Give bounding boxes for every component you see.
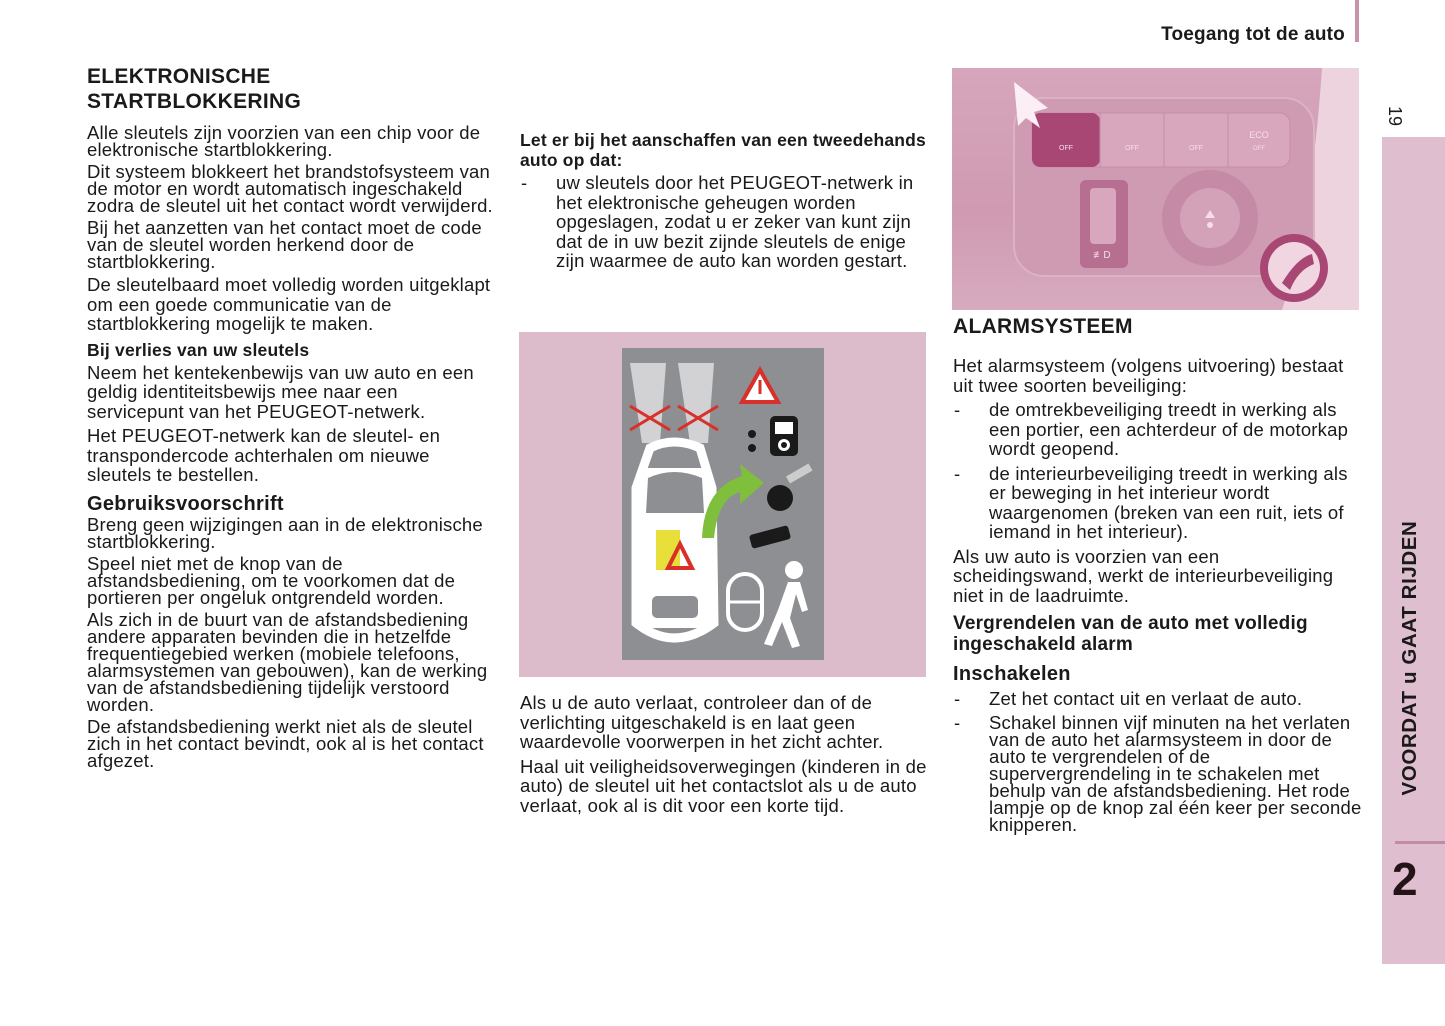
leaving-car-graphic <box>622 348 824 660</box>
dash-bullet: - <box>954 711 961 733</box>
title-line-1: ELEKTRONISCHE <box>87 65 271 88</box>
svg-text:≢D: ≢D <box>1093 250 1111 261</box>
usb-stick-icon <box>749 525 791 549</box>
dash-bullet: - <box>954 688 961 709</box>
paragraph: Neem het kentekenbewijs van uw auto en een geldig identiteitsbewijs mee naar een servicepunt van het PEUGEOT-netwerk. <box>87 361 474 422</box>
headlight-beam-icon <box>678 363 714 443</box>
column-startblokkering <box>87 64 497 774</box>
section-title-startblokkering <box>87 64 497 114</box>
dash-bullet: - <box>954 399 961 420</box>
chapter-number: 2 <box>1392 853 1418 905</box>
car-key-icon <box>767 485 793 511</box>
list-item <box>953 400 1363 459</box>
title-line-2: STARTBLOKKERING <box>87 90 302 113</box>
column-notice <box>520 130 930 276</box>
section-title-alarm: ALARMSYSTEEM <box>953 315 1133 338</box>
chapter-tab-rule <box>1395 841 1445 844</box>
chapter-tab-label <box>1385 490 1435 825</box>
paragraph: Als uw auto is voorzien van een scheidingswand, werkt de interieurbeveiliging niet in de laadruimte. <box>953 545 1334 606</box>
list-item <box>520 173 930 271</box>
headlight-beam-icon <box>630 363 666 443</box>
column-leaving-car <box>520 693 930 820</box>
notice-heading: Let er bij het aanschaffen van een tweedehands auto op dat: <box>520 130 926 170</box>
paragraph: Als u de auto verlaat, controleer dan of de verlichting uitgeschakeld is en laat geen waardevolle voorwerpen in het zicht achter. <box>520 692 884 752</box>
subheading-usage: Gebruiksvoorschrift <box>87 492 284 515</box>
list-item <box>953 464 1363 542</box>
paragraph: Bij het aanzetten van het contact moet de code van de sleutel worden herkend door de startblokkering. <box>87 217 482 272</box>
paragraph: De afstandsbediening werkt niet als de sleutel zich in het contact bevindt, ook al is het contact afgezet. <box>87 715 484 771</box>
dash-bullet: - <box>521 172 528 193</box>
alarm-types-list <box>953 400 1363 542</box>
list-item-text: Zet het contact uit en verlaat de auto. <box>989 688 1303 709</box>
svg-text:OFF: OFF <box>1125 145 1139 152</box>
list-item-text: Schakel binnen vijf minuten na het verlaten van de auto het alarmsysteem in door de auto te vergrendelen of de supervergrendeling in te schakelen met behulp van de afstandsbediening. Het rode lampje op de knop zal één keer per seconde knipperen. <box>989 711 1362 835</box>
page-number: 19 <box>1385 105 1405 127</box>
list-item-text: de omtrekbeveiliging treedt in werking als een portier, een achterdeur of de motorkap wordt geopend. <box>989 399 1349 459</box>
svg-text:ECO: ECO <box>1249 130 1269 140</box>
column-alarm <box>953 316 1363 838</box>
list-item <box>953 689 1363 709</box>
paragraph: Als zich in de buurt van de afstandsbediening andere apparaten bevinden die in hetzelfde frequentiegebied werken (mobiele telefoons, alarmsystemen van gebouwen), kan de werking van de afstandsbediening tijdelijk verstoord worden. <box>87 608 488 715</box>
dashboard-switch-graphic <box>952 68 1359 310</box>
subheading-lock-alarm: Vergrendelen van de auto met volledig ingeschakeld alarm <box>953 613 1308 655</box>
pedestrian-icon <box>764 561 808 648</box>
subheading-lost-keys: Bij verlies van uw sleutels <box>87 339 310 360</box>
paragraph: Dit systeem blokkeert het brandstofsysteem van de motor en wordt automatisch ingeschakeld zodra de sleutel uit het contact wordt verwijderd. <box>87 161 493 216</box>
paragraph: Haal uit veiligheidsoverwegingen (kinderen in de auto) de sleutel uit het contactslot als u de auto verlaat, ook al is dit voor een korte tijd. <box>520 755 927 816</box>
dash-bullet: - <box>954 462 961 484</box>
dashboard-switch-illustration <box>952 68 1359 310</box>
svg-text:OFF: OFF <box>1253 146 1265 152</box>
leaving-car-panel <box>622 348 824 660</box>
running-head-title: Toegang tot de auto <box>1161 24 1345 45</box>
header-rule <box>1355 0 1359 42</box>
subheading-activate: Inschakelen <box>953 663 1071 685</box>
svg-text:OFF: OFF <box>1189 145 1203 152</box>
svg-text:OFF: OFF <box>1059 145 1073 152</box>
paragraph: Het alarmsysteem (volgens uitvoering) bestaat uit twee soorten beveiliging: <box>953 355 1344 396</box>
alarm-off-button-icon <box>1032 113 1100 167</box>
activate-steps-list <box>953 689 1363 833</box>
paragraph: De sleutelbaard moet volledig worden uitgeklapt om een goede communicatie van de startblokkering mogelijk te maken. <box>87 274 491 334</box>
paragraph: Breng geen wijzigingen aan in de elektronische startblokkering. <box>87 513 483 552</box>
list-item-text: de interieurbeveiliging treedt in werking als er beweging in het interieur wordt waargenomen (breken van een ruit, iets of iemand in het interieur). <box>989 462 1348 542</box>
paragraph: Alle sleutels zijn voorzien van een chip voor de elektronische startblokkering. <box>87 122 481 160</box>
paragraph: Het PEUGEOT-netwerk kan de sleutel- en transpondercode achterhalen om nieuwe sleutels te bestellen. <box>87 425 441 485</box>
list-item-text: uw sleutels door het PEUGEOT-netwerk in het elektronische geheugen worden opgeslagen, zodat u er zeker van kunt zijn dat de in uw bezit zijnde sleutels de enige zijn waarmee de auto kan worden gestart. <box>556 172 914 271</box>
chapter-tab-text: VOORDAT u GAAT RIJDEN <box>1398 520 1421 795</box>
notice-list <box>520 173 930 271</box>
paragraph: Speel niet met de knop van de afstandsbediening, om te voorkomen dat de portieren per ongeluk ontgrendeld worden. <box>87 552 456 608</box>
list-item <box>953 711 1363 835</box>
